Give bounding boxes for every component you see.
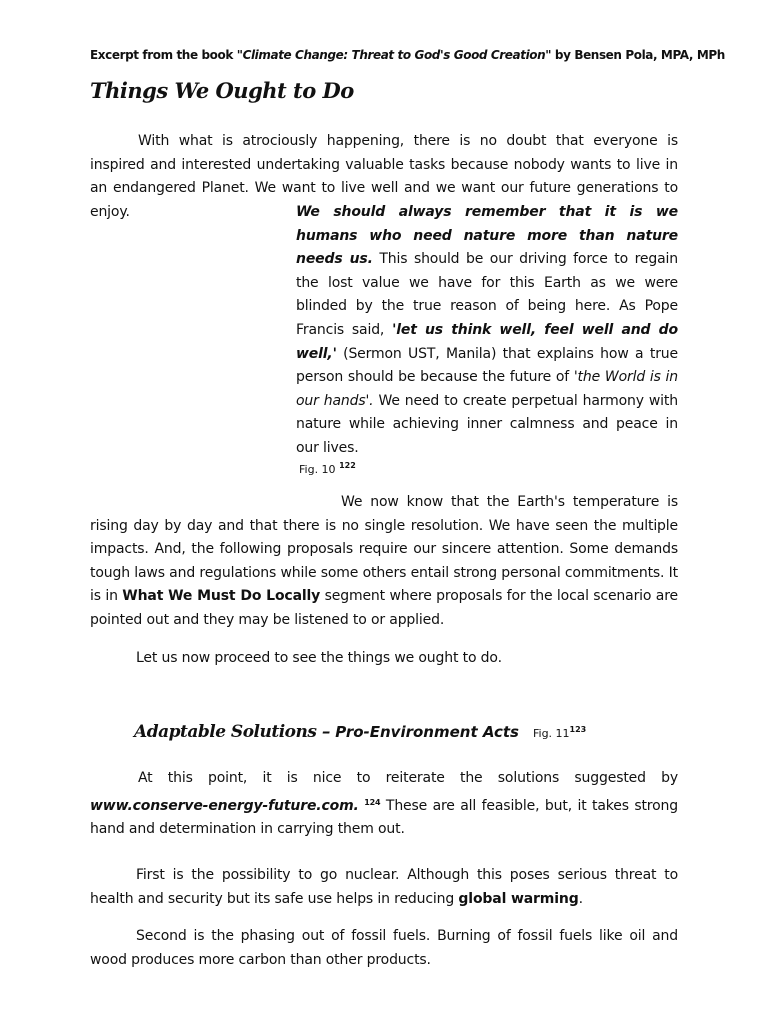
subsection-title xyxy=(134,722,586,742)
nuclear-text-2: . xyxy=(578,890,583,907)
nature-text-1: This should be our driving force to regain the lost value we have for this Earth as we were blinded by the true reason of being here. As Pope Francis said, xyxy=(296,251,678,338)
locally-segment: What We Must Do Locally xyxy=(122,588,321,605)
footnote-ref-123[interactable]: 123 xyxy=(569,725,587,734)
nuclear-text-1: First is the possibility to go nuclear. Although this poses serious threat to health and security but its safe use helps in reducing xyxy=(90,867,678,907)
paragraph-proceed-text: Let us now proceed to see the things we ought to do. xyxy=(136,650,502,666)
paragraph-fossil-fuels xyxy=(90,925,678,972)
header-prefix: Excerpt from the book " xyxy=(90,48,243,62)
global-warming-term: global warming xyxy=(458,890,579,907)
nature-text-2: (Sermon UST, Manila) that explains how a true person should be because the future of xyxy=(296,345,678,386)
paragraph-solutions xyxy=(90,767,678,842)
header-suffix: " by Bensen Pola, MPA, MPh xyxy=(545,48,725,62)
temperature-text-2: segment where proposals for the local scenario are pointed out and they may be listened to or applied. xyxy=(90,588,678,628)
footnote-ref-122[interactable]: 122 xyxy=(339,461,356,470)
paragraph-temperature xyxy=(90,491,678,633)
page-header xyxy=(90,48,725,62)
footnote-ref-124[interactable]: 124 xyxy=(364,797,381,807)
figure-10-label: Fig. 10 xyxy=(299,463,340,476)
paragraph-nuclear xyxy=(90,864,678,911)
solutions-text-2: These are all feasible, but, it takes strong hand and determination in carrying them out. xyxy=(90,797,678,838)
pope-quote: 'let us think well, feel well and do well,' xyxy=(296,321,678,362)
solutions-text-1: At this point, it is nice to reiterate the solutions suggested by xyxy=(138,770,678,786)
paragraph-proceed xyxy=(90,647,678,671)
subtitle-part-1: Adaptable Solutions – xyxy=(134,722,336,742)
fossil-fuels-text: Second is the phasing out of fossil fuels. Burning of fossil fuels like oil and wood produces more carbon than other products. xyxy=(90,928,678,968)
temperature-text-1: We now know that the Earth's temperature is rising day by day and that there is no single resolution. We have seen the multiple impacts. And, the following proposals require our sincere attention. Some demands tough laws and regulations while some others entail strong personal commitments. It is in xyxy=(90,494,678,605)
nature-text-3: We need to create perpetual harmony with nature while achieving inner calmness and peace in our lives. xyxy=(296,392,678,456)
section-title: Things We Ought to Do xyxy=(90,78,354,103)
website-link[interactable]: www.conserve-energy-future.com. xyxy=(90,797,359,814)
figure-11-caption xyxy=(533,727,586,740)
paragraph-intro-text: With what is atrociously happening, there is no doubt that everyone is inspired and interested undertaking valuable tasks because nobody wants to live in an endangered Planet. We want to live well and we want our future generations to enjoy. xyxy=(90,133,678,220)
paragraph-nature xyxy=(296,201,678,461)
subtitle-part-2: Pro-Environment Acts xyxy=(335,723,519,741)
nature-emphasis: We should always remember that it is we humans who need nature more than nature needs us. xyxy=(296,204,678,268)
figure-10-caption xyxy=(299,461,356,476)
figure-11-label: Fig. 11 xyxy=(532,727,570,740)
world-quote: 'the World is in our hands'. xyxy=(296,369,678,409)
book-title: Climate Change: Threat to God's Good Creation xyxy=(242,48,546,62)
